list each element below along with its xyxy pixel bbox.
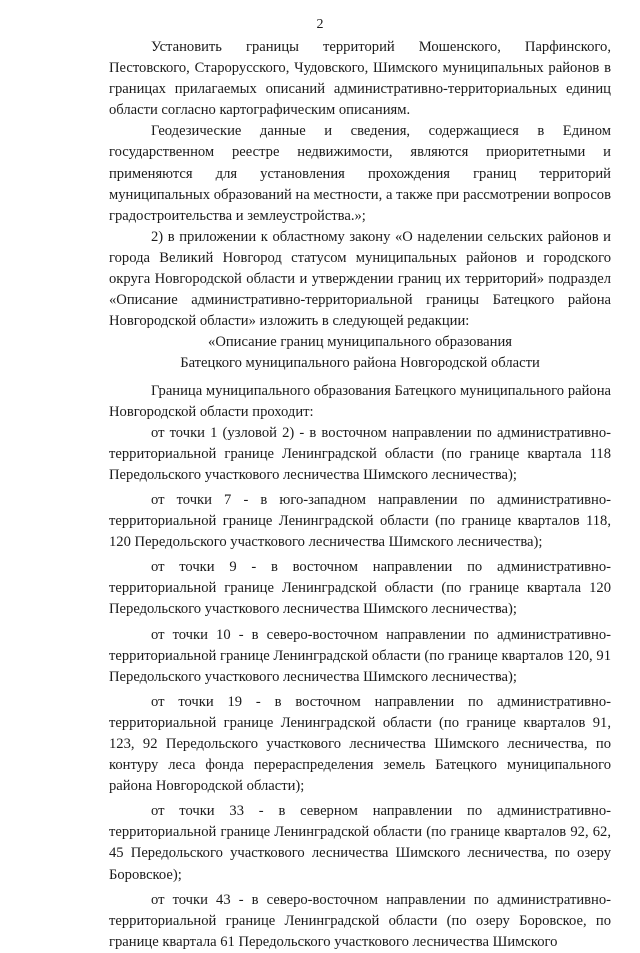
paragraph-geodesic-data: Геодезические данные и сведения, содержащиеся в Едином государственном реестре недвижимости, являются приоритетными и применяются для установления прохождения границ территорий муниципальных образований на местности, а также при рассмотрении вопросов градостроительства и землеустройства.»; bbox=[109, 123, 611, 224]
heading-line-2: Батецкого муниципального района Новгородской области bbox=[180, 355, 540, 372]
boundary-point-19: от точки 19 - в восточном направлении по административно-территориальной границе Ленинградской области (по границе кварталов 91, 123, 92 Передольского участкового лесничества Шимского лесничества, по контуру леса фонда перераспределения земель Батецкого муниципального района Новгородской области); bbox=[109, 693, 611, 795]
page-number: 2 bbox=[316, 17, 324, 32]
boundary-point-9: от точки 9 - в восточном направлении по административно-территориальной границе Ленинградской области (по границе квартала 120 Передольского участкового лесничества Шимского лесничества); bbox=[109, 559, 611, 618]
document-body bbox=[109, 37, 611, 953]
boundary-point-7: от точки 7 - в юго-западном направлении по административно-территориальной границе Ленинградской области (по границе кварталов 118, 120 Передольского участкового лесничества Шимского лесничества); bbox=[109, 491, 611, 551]
boundary-point-1: от точки 1 (узловой 2) - в восточном направлении по административно-территориальной границе Ленинградской области (по границе квартала 118 Передольского участкового лесничества Шимского лесничества); bbox=[109, 424, 611, 483]
boundary-point-10: от точки 10 - в северо-восточном направлении по административно-территориальной границе Ленинградской области (по границе кварталов 120, 91 Передольского участкового лесничества Шимского лесничества); bbox=[109, 626, 611, 685]
boundary-point-33: от точки 33 - в северном направлении по административно-территориальной границе Ленинградской области (по границе кварталов 92, 62, 45 Передольского участкового лесничества Шимского лесничества, по озеру Боровское); bbox=[109, 803, 611, 883]
boundary-intro: Граница муниципального образования Батецкого муниципального района Новгородской области проходит: bbox=[109, 382, 611, 420]
heading-line-1: «Описание границ муниципального образования bbox=[208, 334, 512, 351]
paragraph-boundaries: Установить границы территорий Мошенского, Парфинского, Пестовского, Старорусского, Чудовского, Шимского муниципальных районов в границах прилагаемых описаний административно-территориальных единиц области согласно картографическим описаниям. bbox=[109, 39, 611, 119]
boundary-point-43: от точки 43 - в северо-восточном направлении по административно-территориальной границе Ленинградской области (по озеру Боровское, по границе квартала 61 Передольского участкового лесничества Шимского bbox=[109, 891, 611, 950]
paragraph-appendix-amendment: 2) в приложении к областному закону «О наделении сельских районов и города Великий Новгород статусом муниципальных районов и городского округа Новгородской области и утверждении границ их территорий» подраздел «Описание административно-территориальной границы Батецкого района Новгородской области» изложить в следующей редакции: bbox=[109, 228, 611, 330]
